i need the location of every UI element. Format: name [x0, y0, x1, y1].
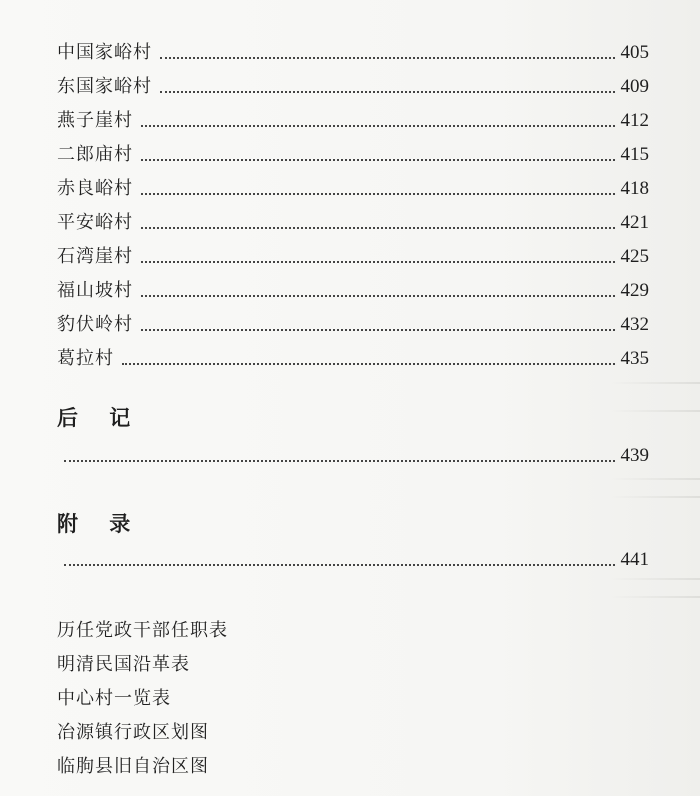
dot-leader: [141, 328, 615, 331]
toc-entry[interactable]: [57, 98, 649, 132]
bleed-through-line: [610, 596, 700, 598]
afterword-heading: 后 记: [57, 405, 143, 430]
appendix-item[interactable]: 中心村一览表: [57, 688, 171, 709]
toc-entry-page: 415: [620, 144, 649, 165]
appendix-page: 441: [620, 549, 649, 570]
dot-leader: [122, 362, 615, 365]
toc-entry[interactable]: [57, 234, 649, 268]
afterword-entry[interactable]: [64, 437, 649, 467]
bleed-through-line: [610, 496, 700, 498]
toc-entry[interactable]: [57, 302, 649, 336]
toc-entry[interactable]: [57, 336, 649, 370]
appendix-heading: 附 录: [57, 511, 143, 536]
toc-entry-title: 东国家峪村: [57, 76, 152, 97]
toc-entry-page: 429: [620, 280, 649, 301]
dot-leader: [141, 260, 615, 263]
dot-leader: [141, 158, 615, 161]
afterword-page: 439: [620, 445, 649, 466]
toc-entry-page: 418: [620, 178, 649, 199]
bleed-through-line: [610, 410, 700, 412]
toc-entry-title: 福山坡村: [57, 280, 133, 301]
dot-leader: [141, 226, 615, 229]
toc-entry[interactable]: [57, 132, 649, 166]
toc-entry-title: 赤良峪村: [57, 178, 133, 199]
toc-entry-page: 432: [620, 314, 649, 335]
dot-leader: [141, 294, 615, 297]
toc-entry-title: 燕子崖村: [57, 110, 133, 131]
toc-entry[interactable]: [57, 30, 649, 64]
bleed-through-line: [610, 478, 700, 480]
toc-entry-title: 豹伏岭村: [57, 314, 133, 335]
dot-leader: [160, 56, 615, 59]
bleed-through-line: [610, 578, 700, 580]
dot-leader: [64, 459, 615, 462]
toc-entry-title: 中国家峪村: [57, 42, 152, 63]
toc-entry-page: 435: [620, 348, 649, 369]
appendix-item[interactable]: 冶源镇行政区划图: [57, 722, 209, 743]
toc-entry[interactable]: [57, 166, 649, 200]
toc-entry-title: 葛拉村: [57, 348, 114, 369]
toc-entry[interactable]: [57, 268, 649, 302]
toc-entry[interactable]: [57, 200, 649, 234]
toc-entry-page: 409: [620, 76, 649, 97]
dot-leader: [160, 90, 615, 93]
toc-entry-page: 425: [620, 246, 649, 267]
dot-leader: [141, 192, 615, 195]
dot-leader: [141, 124, 615, 127]
appendix-item[interactable]: 临朐县旧自治区图: [57, 756, 209, 777]
toc-entry-page: 421: [620, 212, 649, 233]
toc-entry-page: 412: [620, 110, 649, 131]
appendix-item[interactable]: 明清民国沿革表: [57, 654, 190, 675]
toc-entry-title: 二郎庙村: [57, 144, 133, 165]
bleed-through-line: [610, 382, 700, 384]
toc-entry-title: 石湾崖村: [57, 246, 133, 267]
appendix-entry[interactable]: [64, 541, 649, 571]
toc-entry-title: 平安峪村: [57, 212, 133, 233]
toc-entry[interactable]: [57, 64, 649, 98]
appendix-item[interactable]: 历任党政干部任职表: [57, 620, 228, 641]
dot-leader: [64, 563, 615, 566]
toc-entry-page: 405: [620, 42, 649, 63]
